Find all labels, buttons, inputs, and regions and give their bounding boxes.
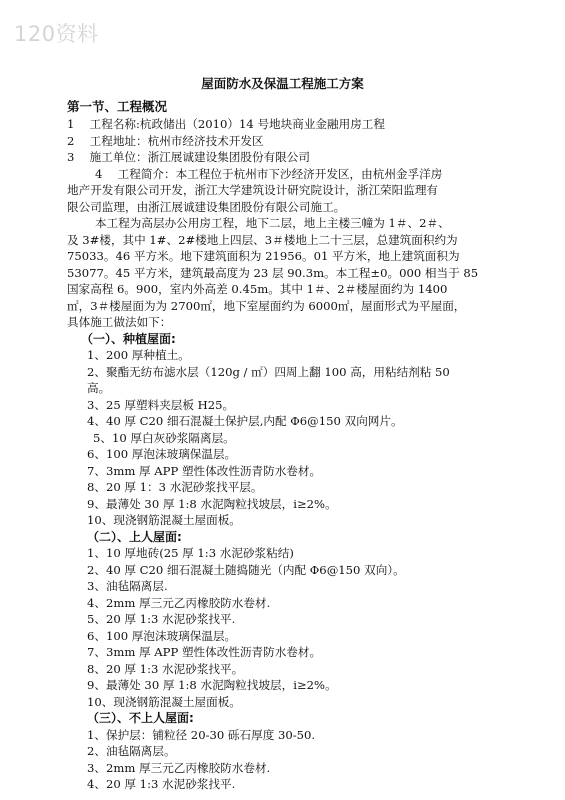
section-heading: 第一节、工程概况 bbox=[67, 99, 168, 114]
list-item: 6、100 厚泡沫玻璃保温层。 bbox=[87, 628, 237, 643]
list-item: 3、2mm 厚三元乙丙橡胶防水卷材. bbox=[87, 760, 271, 775]
project-line: ㎡，3＃楼屋面为为 2700㎡，地下室屋面约为 6000㎡，屋面形式为平屋面， bbox=[67, 298, 466, 313]
list-item: 4、40 厚 C20 细石混凝土保护层,内配 Φ6@150 双向网片。 bbox=[87, 414, 403, 428]
intro-line: 地产开发有限公司开发，浙江大学建筑设计研究院设计，浙江荣阳监理有 bbox=[67, 183, 439, 197]
subsection-heading: （一）、种植屋面: bbox=[81, 331, 176, 346]
list-item: 8、20 厚 1:3 水泥砂浆找平。 bbox=[87, 661, 244, 676]
subsection-heading: （三）、不上人屋面: bbox=[87, 711, 194, 725]
info-line: 2 工程地址：杭州市经济技术开发区 bbox=[67, 133, 264, 148]
list-item: 1、200 厚种植土。 bbox=[87, 348, 190, 362]
list-item: 高。 bbox=[87, 381, 111, 395]
list-item: 7、3mm 厚 APP 塑性体改性沥青防水卷材。 bbox=[87, 463, 322, 478]
list-item: 10、现浇钢筋混凝土屋面板。 bbox=[87, 694, 241, 709]
document-title: 屋面防水及保温工程施工方案 bbox=[201, 76, 364, 91]
document-body bbox=[67, 116, 505, 793]
project-line: 本工程为高层办公用房工程，地下二层，地上主楼三幢为 1＃、2＃、 bbox=[95, 216, 450, 230]
watermark: 120资料 bbox=[14, 22, 99, 46]
list-item: 3、油毡隔离层. bbox=[87, 579, 168, 593]
list-item: 1、保护层：铺粒径 20-30 砾石厚度 30-50. bbox=[87, 727, 316, 742]
list-item: 7、3mm 厚 APP 塑性体改性沥青防水卷材。 bbox=[87, 645, 322, 659]
list-item: 4、20 厚 1:3 水泥砂浆找平. bbox=[87, 777, 236, 791]
project-line: 75033。46 平方米。地下建筑面积为 21956。01 平方米，地上建筑面积为 bbox=[67, 249, 460, 263]
list-item: 5、10 厚白灰砂浆隔离层。 bbox=[93, 430, 235, 445]
list-item: 2、聚酯无纺布滤水层（120g / ㎡）四周上翻 100 高，用粘结剂粘 50 bbox=[87, 364, 450, 379]
subsection-heading: （二）、上人屋面: bbox=[87, 529, 182, 544]
list-item: 9、最薄处 30 厚 1:8 水泥陶粒找坡层，i≥2%。 bbox=[87, 678, 337, 692]
list-item: 5、20 厚 1:3 水泥砂浆找平. bbox=[87, 612, 236, 626]
intro-line: 4 工程简介：本工程位于杭州市下沙经济开发区，由杭州金孚洋房 bbox=[95, 166, 443, 181]
list-item: 10、现浇钢筋混凝土屋面板。 bbox=[87, 513, 241, 527]
list-item: 6、100 厚泡沫玻璃保温层。 bbox=[87, 447, 237, 461]
list-item: 4、2mm 厚三元乙丙橡胶防水卷材. bbox=[87, 595, 271, 610]
project-line: 具体施工做法如下： bbox=[67, 315, 172, 329]
info-line: 1 工程名称:杭政储出（2010）14 号地块商业金融用房工程 bbox=[67, 117, 385, 131]
list-item: 2、40 厚 C20 细石混凝土随捣随光（内配 Φ6@150 双向）。 bbox=[87, 562, 405, 577]
list-item: 9、最薄处 30 厚 1:8 水泥陶粒找坡层，i≥2%。 bbox=[87, 496, 337, 511]
list-item: 1、10 厚地砖(25 厚 1:3 水泥砂浆粘结) bbox=[87, 546, 294, 560]
info-line: 3 施工单位：浙江展诚建设集团股份有限公司 bbox=[67, 150, 310, 164]
list-item: 3、25 厚塑料夹层板 H25。 bbox=[87, 397, 235, 412]
list-item: 8、20 厚 1：3 水泥砂浆找平层。 bbox=[87, 480, 263, 494]
project-line: 53077。45 平方米，建筑最高度为 23 层 90.3m。本工程±0。000 相当于 85 bbox=[67, 265, 479, 280]
intro-line: 限公司监理，由浙江展诚建设集团股份有限公司施工。 bbox=[67, 199, 346, 214]
project-line: 及 3#楼，其中 1#、2#楼地上四层、3＃楼地上二十三层，总建筑面积约为 bbox=[67, 232, 458, 247]
list-item: 2、油毡隔离层。 bbox=[87, 744, 176, 758]
project-line: 国家高程 6。900，室内外高差 0.45m。其中 1＃、2＃楼屋面约为 1400 bbox=[67, 282, 448, 296]
